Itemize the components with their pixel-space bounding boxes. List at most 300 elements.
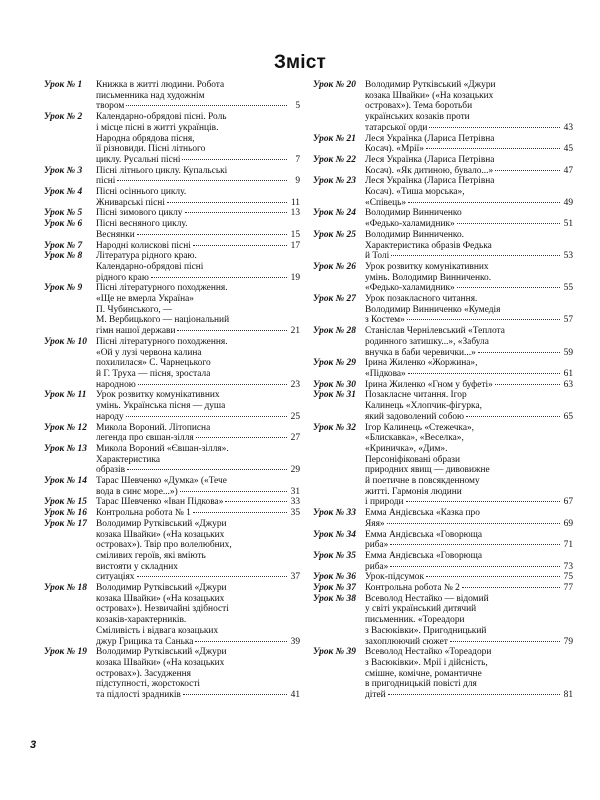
dot-leader (225, 501, 287, 502)
lesson-number: Урок № 32 (313, 422, 356, 433)
entry-text: Пісні весняного циклу. (96, 219, 188, 230)
toc-entry (44, 497, 300, 508)
entry-line (365, 562, 573, 573)
entry-text: козака Швайки» («На козацьких (96, 657, 225, 668)
toc-entry-body (96, 390, 300, 422)
dot-leader (185, 212, 288, 213)
page-ref: 27 (290, 433, 300, 444)
dot-leader (408, 202, 560, 203)
dot-leader (450, 641, 560, 642)
dot-leader (127, 469, 287, 470)
page-ref: 5 (295, 101, 300, 112)
entry-text: смішне, комічне, романтичне (365, 668, 482, 679)
entry-line (365, 305, 573, 316)
entry-line (96, 262, 300, 273)
toc-entry-body (365, 530, 573, 551)
toc-entry (44, 251, 300, 283)
entry-text: риба» (365, 540, 389, 551)
entry-line (96, 465, 300, 476)
toc-entry-body (365, 594, 573, 648)
dot-leader (183, 694, 287, 695)
entry-line (96, 604, 300, 615)
entry-line (96, 690, 300, 701)
entry-text: Жниварські пісні (96, 197, 165, 208)
entry-text: й Толі (365, 251, 390, 262)
entry-line (365, 604, 573, 615)
lesson-number: Урок № 9 (44, 283, 83, 294)
entry-text: і місце пісні в житті українців. (96, 122, 219, 133)
entry-line (365, 390, 573, 401)
entry-text: Ігор Калинець «Стежечка», (365, 422, 475, 433)
entry-line (365, 530, 573, 541)
entry-line (365, 465, 573, 476)
entry-line (365, 155, 573, 166)
entry-text: з Васюківки». Пригодницький (365, 625, 487, 636)
entry-line (365, 262, 573, 273)
toc-entry-body (96, 166, 300, 187)
lesson-number: Урок № 11 (44, 390, 87, 401)
entry-line (96, 187, 300, 198)
entry-text: Леся Українка (Лариса Петрівна (365, 133, 495, 144)
page-ref: 41 (290, 690, 300, 701)
entry-text: Характеристика образів Федька (365, 240, 492, 251)
entry-line (96, 433, 300, 444)
dot-leader (495, 384, 560, 385)
page-ref: 21 (290, 326, 300, 337)
entry-line (365, 412, 573, 423)
page-ref: 37 (290, 572, 300, 583)
entry-line (365, 658, 573, 669)
entry-text: Урок позакласного читання. (365, 294, 478, 305)
dot-leader (117, 180, 287, 181)
entry-line (96, 583, 300, 594)
dot-leader (137, 576, 288, 577)
dot-leader (126, 105, 287, 106)
entry-text: рідного краю (96, 272, 149, 283)
entry-line (96, 508, 300, 519)
page-title: Зміст (273, 52, 327, 73)
page-ref: 81 (563, 690, 573, 701)
entry-text: Володимир Винниченко (365, 208, 462, 219)
lesson-number: Урок № 24 (313, 208, 356, 219)
entry-line (365, 679, 573, 690)
toc-entry-body (96, 241, 300, 252)
entry-text: ситуаціях (96, 572, 135, 583)
entry-line (96, 455, 300, 466)
entry-text: та підлості зрадників (96, 690, 181, 701)
entry-text: Пісні літнього циклу. Купальські (96, 165, 228, 176)
entry-line (96, 101, 300, 112)
entry-text: твором (96, 101, 125, 112)
entry-text: Микола Вороний. Літописна (96, 422, 211, 433)
entry-line (365, 615, 573, 626)
entry-text: Позакласне читання. Ігор (365, 390, 467, 401)
entry-line (96, 412, 300, 423)
entry-text: «Співець» (365, 197, 407, 208)
entry-line (365, 219, 573, 230)
entry-text: Пісні літературного походження. (96, 336, 228, 347)
dot-leader (137, 234, 287, 235)
dot-leader (429, 127, 560, 128)
dot-leader (138, 384, 287, 385)
toc-entry (313, 583, 573, 594)
entry-text: козаків-характерників. (96, 615, 187, 626)
entry-line (365, 572, 573, 583)
entry-text: Емма Андієвська «Казка про (365, 508, 480, 519)
entry-line (365, 144, 573, 155)
lesson-number: Урок № 12 (44, 422, 87, 433)
entry-text: козака Швайки» («На козацьких (365, 90, 494, 101)
entry-text: островах»). Незвичайні здібності (96, 604, 229, 615)
dot-leader (193, 245, 287, 246)
page-ref: 73 (563, 561, 573, 572)
entry-line (96, 615, 300, 626)
entry-text: «Ще не вмерла Україна» (96, 294, 194, 305)
entry-text: островах»). Тема боротьби (365, 101, 473, 112)
toc-entry (44, 166, 300, 187)
page-ref: 45 (563, 144, 573, 155)
lesson-number: Урок № 27 (313, 294, 356, 305)
entry-line (96, 626, 300, 637)
entry-line (96, 230, 300, 241)
entry-text: умінь. Володимир Винниченко. (365, 272, 492, 283)
entry-text: Пісні осіннього циклу. (96, 187, 187, 198)
toc-entry-body (365, 134, 573, 155)
dot-leader (180, 491, 287, 492)
page-ref: 61 (563, 368, 573, 379)
page-ref: 65 (563, 411, 573, 422)
toc-entry-body (96, 444, 300, 476)
page-ref: 11 (290, 197, 300, 208)
toc-entry (44, 519, 300, 583)
toc-entry (44, 80, 300, 112)
page-ref: 9 (295, 176, 300, 187)
page-ref: 49 (563, 197, 573, 208)
entry-line (365, 423, 573, 434)
entry-text: народною (96, 379, 136, 390)
page-number: 3 (30, 739, 37, 751)
dot-leader (390, 566, 560, 567)
entry-text: «Криничка», «Дим». (365, 443, 448, 454)
lesson-number: Урок № 39 (313, 647, 356, 658)
entry-text: з Васюківки». Мрії і дійсність, (365, 657, 488, 668)
lesson-number: Урок № 15 (44, 497, 87, 508)
entry-text: вистояти у складних (96, 561, 178, 572)
page-ref: 79 (563, 636, 573, 647)
page-ref: 71 (563, 540, 573, 551)
entry-text: островах»). Засудження (96, 668, 191, 679)
entry-text: Народні колискові пісні (96, 240, 191, 251)
toc-entry (313, 134, 573, 155)
entry-line (365, 337, 573, 348)
entry-line (96, 251, 300, 262)
lesson-number: Урок № 38 (313, 593, 356, 604)
entry-line (96, 390, 300, 401)
entry-text: Володимир Винниченко. (365, 229, 465, 240)
toc-entry (313, 326, 573, 358)
entry-text: «Федько-халамидник» (365, 283, 455, 294)
entry-line (96, 380, 300, 391)
entry-line (96, 241, 300, 252)
entry-text: який задоволений собою (365, 411, 465, 422)
entry-line (96, 669, 300, 680)
toc-entry (44, 208, 300, 219)
entry-line (365, 134, 573, 145)
lesson-number: Урок № 13 (44, 443, 87, 454)
entry-text: Книжка в житті людини. Робота (96, 80, 225, 90)
entry-text: джур Грицика та Санька (96, 636, 194, 647)
toc-entry (313, 530, 573, 551)
toc-entry (313, 80, 573, 134)
dot-leader (126, 416, 287, 417)
entry-text: Косач). «Тиша морська», (365, 187, 465, 198)
dot-leader (388, 694, 560, 695)
entry-text: козака Швайки» («На козацьких (96, 593, 225, 604)
dot-leader (193, 512, 287, 513)
entry-text: образів (96, 465, 126, 476)
entry-text: Народна обрядова пісня, (96, 133, 195, 144)
entry-line (96, 540, 300, 551)
entry-line (96, 647, 300, 658)
entry-line (96, 80, 300, 91)
lesson-number: Урок № 22 (313, 154, 356, 165)
entry-line (365, 433, 573, 444)
page-ref: 7 (295, 154, 300, 165)
entry-line (365, 123, 573, 134)
toc-entry-body (365, 262, 573, 294)
toc-entry (44, 508, 300, 519)
page-ref: 15 (290, 229, 300, 240)
toc-entry-body (96, 337, 300, 391)
entry-line (96, 283, 300, 294)
dot-leader (457, 223, 560, 224)
toc-entry-body (96, 519, 300, 583)
entry-text: циклу. Русальні пісні (96, 154, 181, 165)
lesson-number: Урок № 25 (313, 229, 356, 240)
entry-line (96, 551, 300, 562)
entry-text: внучка в баби черевички...» (365, 347, 476, 358)
entry-line (96, 144, 300, 155)
entry-line (365, 348, 573, 359)
entry-line (365, 540, 573, 551)
dot-leader (177, 330, 287, 331)
lesson-number: Урок № 29 (313, 358, 356, 369)
entry-line (96, 401, 300, 412)
entry-text: легенда про євшан-зілля (96, 433, 194, 444)
page-ref: 19 (290, 272, 300, 283)
entry-text: Веснянки (96, 229, 135, 240)
lesson-number: Урок № 1 (44, 80, 83, 90)
entry-text: Микола Вороний «Євшан-зілля». (96, 443, 229, 454)
toc-entry-body (365, 155, 573, 176)
toc-entry-body (96, 647, 300, 701)
entry-line (365, 112, 573, 123)
entry-line (96, 134, 300, 145)
entry-line (365, 583, 573, 594)
toc-entry-body (365, 583, 573, 594)
toc-entry (44, 219, 300, 240)
entry-text: Література рідного краю. (96, 251, 197, 262)
page-ref: 63 (563, 379, 573, 390)
entry-text: Урок розвитку комунікативних (365, 261, 489, 272)
toc-entry-body (96, 423, 300, 444)
entry-text: Леся Українка (Лариса Петрівна (365, 154, 495, 165)
toc-entry (44, 187, 300, 208)
entry-line (365, 637, 573, 648)
toc-entry (313, 380, 573, 391)
entry-text: Володимир Рутківський «Джури (96, 583, 227, 594)
dot-leader (408, 373, 560, 374)
lesson-number: Урок № 3 (44, 165, 83, 176)
toc-entry-body (365, 647, 573, 701)
toc-entry (44, 283, 300, 337)
toc-entry (313, 294, 573, 326)
entry-text: пісні (96, 176, 116, 187)
toc-entry (44, 112, 300, 166)
entry-line (365, 497, 573, 508)
entry-line (96, 166, 300, 177)
entry-text: Косач). «Як дитиною, бувало...» (365, 165, 494, 176)
toc-entry-body (365, 358, 573, 379)
toc-entry (313, 176, 573, 208)
lesson-number: Урок № 8 (44, 251, 83, 262)
dot-leader (195, 641, 287, 642)
lesson-number: Урок № 16 (44, 508, 87, 519)
entry-text: риба» (365, 561, 389, 572)
entry-line (365, 80, 573, 91)
entry-line (365, 208, 573, 219)
entry-line (365, 251, 573, 262)
toc-entry-body (365, 508, 573, 529)
entry-text: Сміливість і відвага козацьких (96, 625, 219, 636)
entry-line (96, 123, 300, 134)
entry-line (365, 690, 573, 701)
toc-entry (44, 647, 300, 701)
entry-line (365, 91, 573, 102)
page-ref: 55 (563, 283, 573, 294)
entry-text: захоплюючий сюжет (365, 636, 448, 647)
entry-line (365, 187, 573, 198)
entry-text: Пісні зимового циклу (96, 208, 183, 219)
entry-text: Ірина Жиленко «Жоржина», (365, 358, 478, 369)
entry-text: Калинець «Хлопчик-фігурка, (365, 401, 482, 412)
entry-text: «Ой у лузі червона калина (96, 347, 202, 358)
entry-text: гімн нашої держави (96, 326, 176, 337)
entry-text: Персоніфіковані образи (365, 454, 460, 465)
toc-entry (44, 583, 300, 647)
entry-text: й поетичне в повсякденному (365, 476, 480, 487)
entry-text: островах»). Твір про волелюбних, (96, 540, 232, 551)
toc-entry-body (365, 423, 573, 509)
dot-leader (167, 202, 287, 203)
entry-line (96, 572, 300, 583)
entry-text: народу (96, 411, 124, 422)
dot-leader (478, 352, 560, 353)
toc-entry (313, 390, 573, 422)
entry-text: Контрольна робота № 2 (365, 583, 460, 594)
toc-entry-body (96, 251, 300, 283)
lesson-number: Урок № 20 (313, 80, 356, 90)
dot-leader (391, 255, 560, 256)
entry-line (365, 669, 573, 680)
lesson-number: Урок № 10 (44, 336, 87, 347)
toc-entry-body (96, 80, 300, 112)
dot-leader (406, 501, 560, 502)
toc-entry-body (365, 390, 573, 422)
page-ref: 75 (563, 572, 573, 583)
entry-line (96, 594, 300, 605)
entry-text: Тарас Шевченко «Іван Підкова» (96, 497, 224, 508)
toc-entry-body (365, 380, 573, 391)
toc-entry (313, 551, 573, 572)
entry-line (365, 315, 573, 326)
entry-line (365, 551, 573, 562)
lesson-number: Урок № 28 (313, 326, 356, 337)
entry-line (365, 358, 573, 369)
toc-entry-body (365, 551, 573, 572)
toc-entry-body (96, 508, 300, 519)
toc-entry (313, 594, 573, 648)
entry-line (365, 444, 573, 455)
dot-leader (426, 148, 560, 149)
entry-line (96, 358, 300, 369)
entry-text: татарської орди (365, 122, 428, 133)
entry-line (365, 230, 573, 241)
page-ref: 53 (563, 251, 573, 262)
toc-entry-body (96, 187, 300, 208)
entry-text: М. Вербицького — національний (96, 315, 230, 326)
lesson-number: Урок № 18 (44, 583, 87, 594)
page-ref: 77 (563, 583, 573, 594)
lesson-number: Урок № 4 (44, 187, 83, 198)
toc-entry (44, 241, 300, 252)
dot-leader (495, 170, 560, 171)
lesson-number: Урок № 34 (313, 529, 356, 540)
entry-text: Леся Українка (Лариса Петрівна (365, 176, 495, 187)
toc-entry-body (365, 326, 573, 358)
entry-text: у світі український дитячий (365, 604, 477, 615)
entry-text: Урок розвитку комунікативних (96, 390, 220, 401)
entry-line (365, 594, 573, 605)
page-ref: 33 (290, 497, 300, 508)
toc-entry-body (365, 294, 573, 326)
lesson-number: Урок № 35 (313, 550, 356, 561)
page-ref: 57 (563, 315, 573, 326)
entry-line (96, 112, 300, 123)
entry-text: Контрольна робота № 1 (96, 508, 191, 519)
entry-line (365, 294, 573, 305)
entry-line (96, 91, 300, 102)
toc-entry (313, 508, 573, 529)
toc-entry (44, 390, 300, 422)
entry-text: похилилася» С. Чарнецького (96, 358, 211, 369)
dot-leader (182, 159, 287, 160)
entry-text: Тарас Шевченко «Думка» («Тече (96, 476, 227, 487)
page-ref: 35 (290, 508, 300, 519)
entry-line (365, 369, 573, 380)
entry-line (96, 155, 300, 166)
dot-leader (387, 523, 560, 524)
dot-leader (462, 587, 560, 588)
page-ref: 17 (290, 240, 300, 251)
entry-text: Всеволод Нестайко — відомий (365, 593, 489, 604)
entry-text: в пригодницькій повісті для (365, 679, 477, 690)
page-ref: 59 (563, 347, 573, 358)
entry-line (365, 647, 573, 658)
toc-entry (313, 647, 573, 701)
lesson-number: Урок № 30 (313, 379, 356, 390)
entry-text: умінь. Українська пісня — душа (96, 401, 226, 412)
